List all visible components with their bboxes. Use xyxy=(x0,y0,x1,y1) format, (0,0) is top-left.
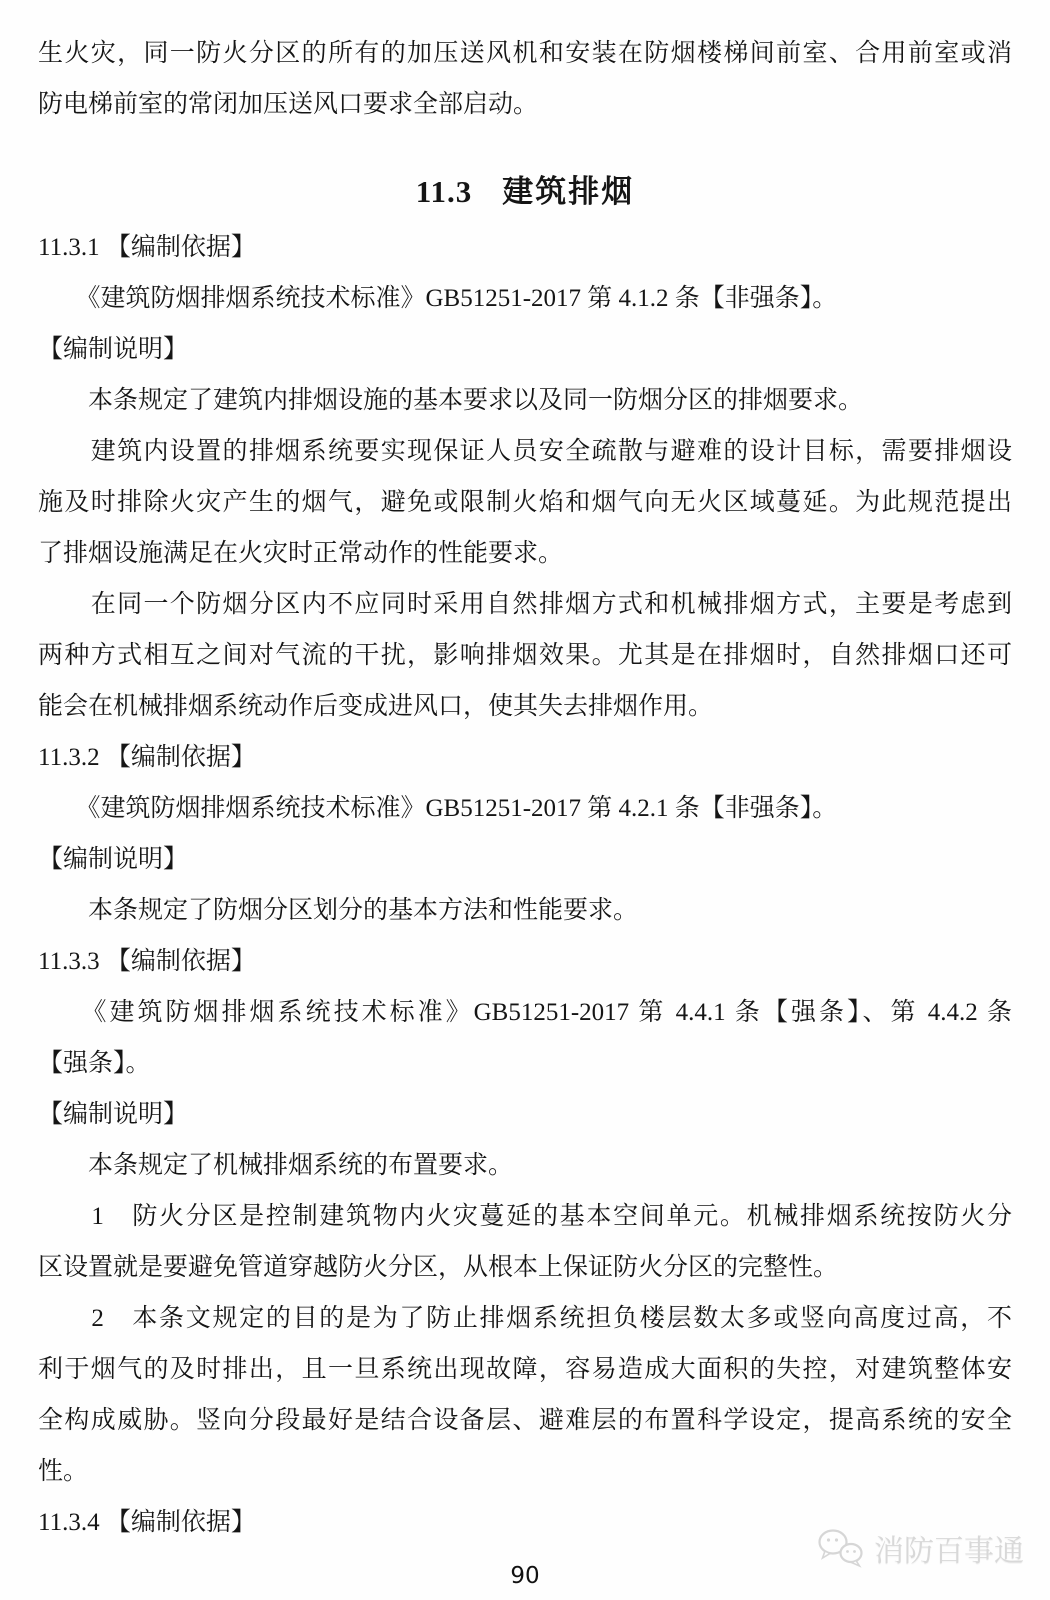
text-line: 【强条】。 xyxy=(38,1050,151,1077)
text-line: 《建筑防烟排烟系统技术标准》GB51251-2017 第 4.4.1 条【强条】、第 4.4.2 条 xyxy=(38,999,1012,1026)
text-line: 了排烟设施满足在火灾时正常动作的性能要求。 xyxy=(38,540,564,567)
text-line: 【编制说明】 xyxy=(38,336,189,363)
text-line: 11.3.3 【编制依据】 xyxy=(38,948,256,975)
text-line: 在同一个防烟分区内不应同时采用自然排烟方式和机械排烟方式，主要是考虑到 xyxy=(38,591,1012,618)
text-line: 11.3.1 【编制依据】 xyxy=(38,234,256,261)
watermark-text: 消防百事通 xyxy=(874,1535,1024,1568)
text-line: 【编制说明】 xyxy=(38,1101,189,1128)
text-line: 【编制说明】 xyxy=(38,846,189,873)
text-line: 本条规定了防烟分区划分的基本方法和性能要求。 xyxy=(38,897,639,924)
text-line: 11.3.4 【编制依据】 xyxy=(38,1509,256,1536)
document-content xyxy=(38,28,1012,1548)
text-line: 2 本条文规定的目的是为了防止排烟系统担负楼层数太多或竖向高度过高，不 xyxy=(38,1305,1012,1332)
text-line: 全构成威胁。竖向分段最好是结合设备层、避难层的布置科学设定，提高系统的安全 xyxy=(38,1407,1012,1434)
section-heading xyxy=(38,162,1012,222)
text-line: 区设置就是要避免管道穿越防火分区，从根本上保证防火分区的完整性。 xyxy=(38,1254,839,1281)
text-line: 施及时排除火灾产生的烟气，避免或限制火焰和烟气向无火区域蔓延。为此规范提出 xyxy=(38,489,1012,516)
text-line: 能会在机械排烟系统动作后变成进风口，使其失去排烟作用。 xyxy=(38,693,714,720)
wechat-chat-bubbles-icon xyxy=(816,1528,866,1568)
text-line: 两种方式相互之间对气流的干扰，影响排烟效果。尤其是在排烟时，自然排烟口还可 xyxy=(38,642,1012,669)
section-title: 建筑排烟 xyxy=(502,174,635,209)
page-number: 90 xyxy=(510,1563,540,1589)
text-line: 性。 xyxy=(38,1458,89,1485)
text-line: 11.3.2 【编制依据】 xyxy=(38,744,256,771)
text-line: 《建筑防烟排烟系统技术标准》GB51251-2017 第 4.1.2 条【非强条】。 xyxy=(38,285,838,312)
text-line: 防电梯前室的常闭加压送风口要求全部启动。 xyxy=(38,91,539,118)
text-line: 本条规定了机械排烟系统的布置要求。 xyxy=(38,1152,514,1179)
text-line: 建筑内设置的排烟系统要实现保证人员安全疏散与避难的设计目标，需要排烟设 xyxy=(38,438,1012,465)
text-line: 本条规定了建筑内排烟设施的基本要求以及同一防烟分区的排烟要求。 xyxy=(38,387,864,414)
text-line: 《建筑防烟排烟系统技术标准》GB51251-2017 第 4.2.1 条【非强条】。 xyxy=(38,795,838,822)
section-number: 11.3 xyxy=(415,174,473,209)
text-line: 1 防火分区是控制建筑物内火灾蔓延的基本空间单元。机械排烟系统按防火分 xyxy=(38,1203,1012,1230)
text-line: 生火灾，同一防火分区的所有的加压送风机和安装在防烟楼梯间前室、合用前室或消 xyxy=(38,40,1012,67)
text-line: 利于烟气的及时排出，且一旦系统出现故障，容易造成大面积的失控，对建筑整体安 xyxy=(38,1356,1012,1383)
